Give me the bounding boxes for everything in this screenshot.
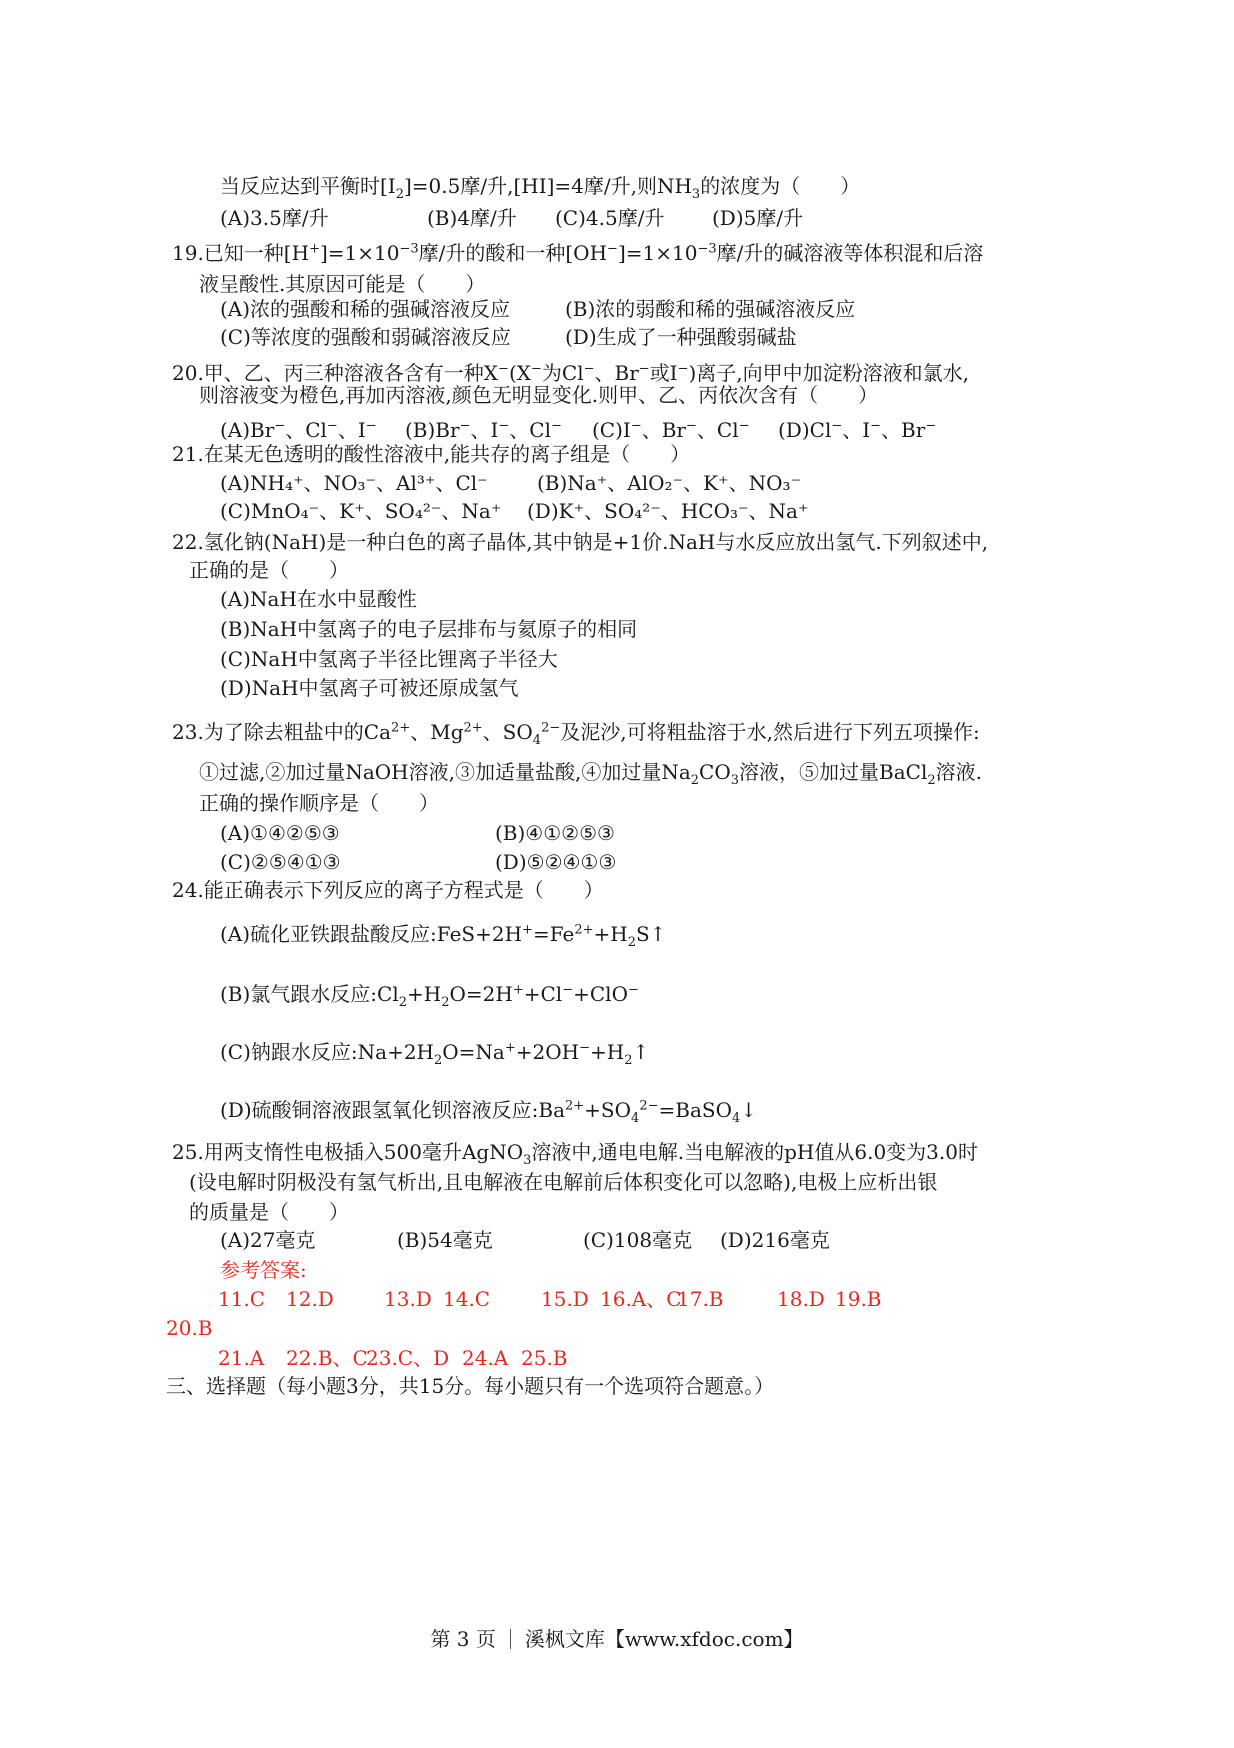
q21-option-c: (C)MnO₄⁻、K⁺、SO₄²⁻、Na⁺ — [220, 499, 502, 523]
q19-option-d: (D)生成了一种强酸弱碱盐 — [565, 325, 797, 349]
answers-title: 参考答案: — [220, 1258, 307, 1282]
q25-stem-line1: 25.用两支惰性电极插入500毫升AgNO$_3$溶液中,通电电解.当电解液的pH值从6.0变为3.0时 — [172, 1140, 978, 1168]
q19-stem-line1: 19.已知一种$[H^+]=1\times 10^{-3}$摩/升的酸和一种$[OH^-]=1\times 10^{-3}$摩/升的碱溶液等体积混和后溶 — [172, 241, 984, 265]
answer-item: 22.B、C — [286, 1346, 368, 1370]
answer-item: 13.D — [384, 1287, 432, 1311]
answer-item: 19.B — [835, 1287, 882, 1311]
q23-stem-line3: 正确的操作顺序是（ ） — [199, 791, 439, 815]
answer-item: 14.C — [443, 1287, 491, 1311]
q24-option-c: (C)钠跟水反应$:Na+2H_2O=Na^++2OH^-+H_2↑$ — [220, 1040, 650, 1068]
q20-stem-line1: 20.甲、乙、丙三种溶液各含有一种X−(X−为Cl−、Br−或I−)离子,向甲中加淀粉溶液和氯水, — [172, 361, 970, 385]
q20-option-b: (B)Br−、I−、Cl− — [405, 418, 562, 442]
q25-option-b: (B)54毫克 — [397, 1228, 493, 1252]
answer-item: 11.C — [218, 1287, 266, 1311]
q22-option-d: (D)NaH中氢离子可被还原成氢气 — [220, 676, 519, 700]
q19-option-c: (C)等浓度的强酸和弱碱溶液反应 — [220, 325, 511, 349]
q24-option-a: (A)硫化亚铁跟盐酸反应$:FeS+2H^+=Fe^{2+}+H_2S↑$ — [220, 922, 667, 950]
q21-option-a: (A)NH₄⁺、NO₃⁻、Al³⁺、Cl⁻ — [220, 471, 488, 495]
q24-option-d: (D)硫酸铜溶液跟氢氧化钡溶液反应$:Ba^{2+}+SO_4^{2-}=BaSO_4↓$ — [220, 1098, 758, 1126]
answer-item: 25.B — [521, 1346, 568, 1370]
q21-stem: 21.在某无色透明的酸性溶液中,能共存的离子组是（ ） — [172, 442, 691, 466]
q25-stem-line2: (设电解时阴极没有氢气析出,且电解液在电解前后体积变化可以忽略),电极上应析出银 — [189, 1170, 938, 1194]
answer-item: 17.B — [677, 1287, 724, 1311]
page-number: 第 3 页 — [430, 1627, 496, 1651]
q25-option-c: (C)108毫克 — [583, 1228, 693, 1252]
q22-option-b: (B)NaH中氢离子的电子层排布与氦原子的相同 — [220, 617, 638, 641]
q22-stem-line2: 正确的是（ ） — [189, 558, 349, 582]
q22-option-c: (C)NaH中氢离子半径比锂离子半径大 — [220, 647, 558, 671]
q22-stem-line1: 22.氢化钠(NaH)是一种白色的离子晶体,其中钠是+1价.NaH与水反应放出氢气.下列叙述中, — [172, 530, 989, 554]
site-name: 溪枫文库【www.xfdoc.com】 — [524, 1627, 804, 1651]
q18-option-a: (A)3.5摩/升 — [220, 206, 329, 230]
q22-option-a: (A)NaH在水中显酸性 — [220, 587, 417, 611]
footer-divider — [510, 1629, 511, 1649]
answer-item: 23.C、D — [366, 1346, 450, 1370]
q19-option-a: (A)浓的强酸和稀的强碱溶液反应 — [220, 297, 511, 321]
q23-option-a: (A)①④②⑤③ — [220, 821, 340, 845]
q23-option-c: (C)②⑤④①③ — [220, 850, 341, 874]
q18-option-b: (B)4摩/升 — [427, 206, 517, 230]
page-footer — [0, 1625, 1234, 1653]
q25-option-a: (A)27毫克 — [220, 1228, 316, 1252]
q23-option-d: (D)⑤②④①③ — [495, 850, 617, 874]
q23-stem-line2: ①过滤,②加过量NaOH溶液,③加适量盐酸,④加过量$Na_2CO_3$溶液，⑤加过量BaCl$_2$溶液. — [199, 760, 982, 788]
q20-option-c: (C)I−、Br−、Cl− — [592, 418, 750, 442]
q18-option-d: (D)5摩/升 — [712, 206, 804, 230]
q18-option-c: (C)4.5摩/升 — [555, 206, 665, 230]
q20-option-d: (D)Cl−、I−、Br− — [778, 418, 937, 442]
q18-continuation: 当反应达到平衡时$[I_2]=0.5$摩/升,[HI]=4摩/升,则$NH_3$的浓度为（ ） — [220, 174, 861, 202]
q25-option-d: (D)216毫克 — [720, 1228, 830, 1252]
q21-option-b: (B)Na⁺、AlO₂⁻、K⁺、NO₃⁻ — [537, 471, 802, 495]
q24-option-b: (B)氯气跟水反应$:Cl_2+H_2O=2H^++Cl^-+ClO^-$ — [220, 982, 639, 1010]
q23-option-b: (B)④①②⑤③ — [495, 821, 615, 845]
q24-stem: 24.能正确表示下列反应的离子方程式是（ ） — [172, 878, 604, 902]
q21-option-d: (D)K⁺、SO₄²⁻、HCO₃⁻、Na⁺ — [527, 499, 809, 523]
answer-item: 18.D — [777, 1287, 825, 1311]
q19-stem-line2: 液呈酸性.其原因可能是（ ） — [199, 272, 486, 296]
q25-stem-line3: 的质量是（ ） — [189, 1200, 349, 1224]
q20-option-a: (A)Br−、Cl−、I− — [220, 418, 377, 442]
answer-item: 20.B — [166, 1316, 213, 1340]
q23-stem-line1: 23.为了除去粗盐中的$Ca^{2+}$、$Mg^{2+}$、$SO_4^{2-}$及泥沙,可将粗盐溶于水,然后进行下列五项操作: — [172, 720, 980, 748]
answer-item: 15.D — [541, 1287, 589, 1311]
answer-item: 16.A、C — [600, 1287, 682, 1311]
answer-item: 21.A — [218, 1346, 265, 1370]
answer-item: 12.D — [286, 1287, 334, 1311]
answer-item: 24.A — [462, 1346, 509, 1370]
q20-stem-line2: 则溶液变为橙色,再加丙溶液,颜色无明显变化.则甲、乙、丙依次含有（ ） — [199, 383, 879, 407]
q19-option-b: (B)浓的弱酸和稀的强碱溶液反应 — [565, 297, 856, 321]
section-heading: 三、选择题（每小题3分，共15分。每小题只有一个选项符合题意。） — [166, 1374, 775, 1398]
